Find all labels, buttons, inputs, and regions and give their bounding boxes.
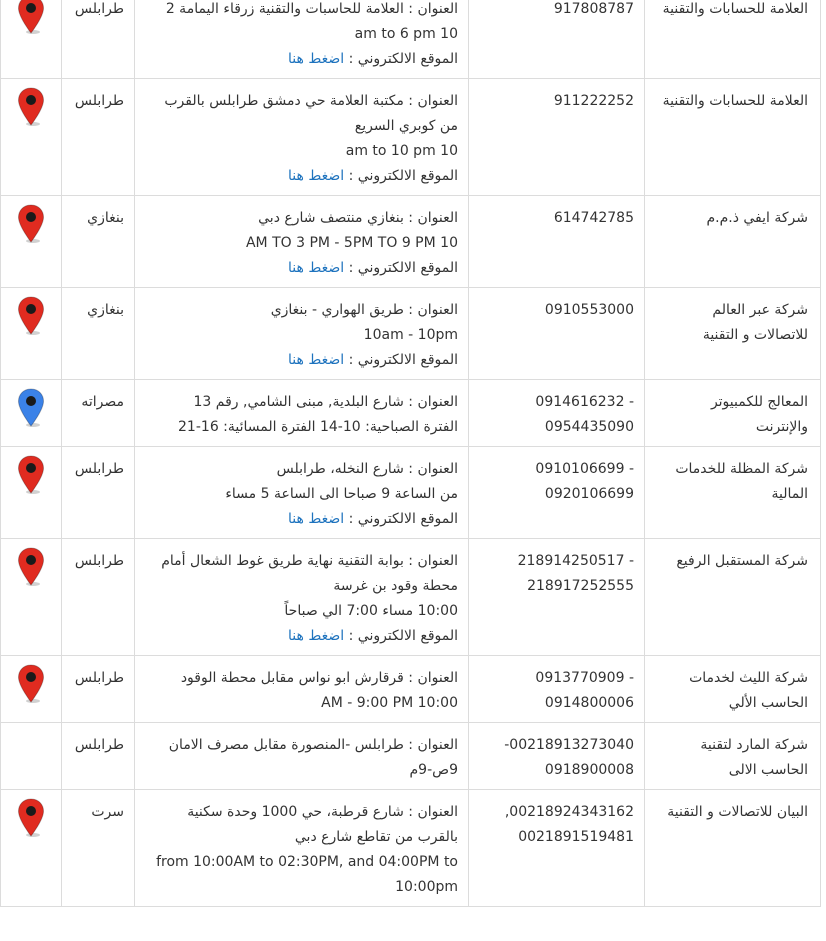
address-cell (135, 0, 469, 79)
red-map-pin-icon[interactable] (7, 0, 55, 35)
company-name: شركة المظلة للخدمات المالية (645, 447, 821, 539)
table-row (1, 380, 821, 447)
website-link[interactable]: اضغط هنا (288, 628, 345, 644)
address-text: العنوان : شارع البلدية, مبنى الشامي, رقم 13 (193, 394, 458, 410)
phone-number: 218914250517 - (517, 553, 634, 569)
address-text: العنوان : شارع النخله، طرابلس (276, 461, 458, 477)
table-row (1, 656, 821, 723)
phone-number: -00218913273040 (504, 737, 634, 753)
phone-cell (469, 790, 645, 907)
address-text: العنوان : طرابلس -المنصورة مقابل مصرف الامان (168, 737, 458, 753)
city: بنغازي (62, 196, 135, 288)
website-label: الموقع الالكتروني : (348, 51, 458, 67)
map-cell (1, 196, 62, 288)
phone-number: 0021891519481 (518, 829, 634, 845)
phone-number: 0910106699 - (535, 461, 634, 477)
address-text: العنوان : بوابة التقنية نهاية طريق غوط الشعال أمام محطة وقود بن غرسة (161, 553, 458, 594)
address-cell (135, 723, 469, 790)
website-label: الموقع الالكتروني : (348, 628, 458, 644)
website-line (145, 507, 458, 532)
website-line (145, 624, 458, 649)
website-label: الموقع الالكتروني : (348, 260, 458, 276)
address-cell (135, 79, 469, 196)
phone-cell (469, 288, 645, 380)
opening-hours: 9ص-9م (409, 762, 458, 778)
phone-cell (469, 656, 645, 723)
address-cell (135, 196, 469, 288)
phone-cell (469, 539, 645, 656)
city: طرابلس (62, 539, 135, 656)
red-map-pin-icon[interactable] (7, 87, 55, 127)
address-text: العنوان : طريق الهواري - بنغازي (270, 302, 458, 318)
phone-cell (469, 723, 645, 790)
website-label: الموقع الالكتروني : (348, 352, 458, 368)
company-name: شركة الليث لخدمات الحاسب الألي (645, 656, 821, 723)
red-map-pin-icon[interactable] (7, 455, 55, 495)
table-row (1, 723, 821, 790)
city: بنغازي (62, 288, 135, 380)
company-name: العلامة للحسابات والتقنية (645, 79, 821, 196)
phone-number: 911222252 (553, 93, 634, 109)
map-cell (1, 447, 62, 539)
company-name: شركة المارد لتقنية الحاسب الالى (645, 723, 821, 790)
address-cell (135, 656, 469, 723)
address-text: العنوان : مكتبة العلامة حي دمشق طرابلس بالقرب من كوبري السريع (164, 93, 458, 134)
table-row (1, 79, 821, 196)
website-label: الموقع الالكتروني : (348, 168, 458, 184)
opening-hours: 10 AM TO 3 PM - 5PM TO 9 PM (245, 235, 458, 251)
opening-hours: 10am - 10pm (363, 327, 458, 343)
website-line (145, 164, 458, 189)
phone-number: 0954435090 (544, 419, 634, 435)
phone-number: 0914616232 - (535, 394, 634, 410)
red-map-pin-icon[interactable] (7, 798, 55, 838)
red-map-pin-icon[interactable] (7, 204, 55, 244)
map-cell (1, 790, 62, 907)
phone-number: 917808787 (553, 1, 634, 17)
phone-number: 0918900008 (544, 762, 634, 778)
phone-number: 0913770909 - (535, 670, 634, 686)
red-map-pin-icon[interactable] (7, 547, 55, 587)
opening-hours: من الساعة 9 صباحا الى الساعة 5 مساء (225, 486, 458, 502)
map-cell (1, 723, 62, 790)
address-cell (135, 539, 469, 656)
website-line (145, 348, 458, 373)
website-link[interactable]: اضغط هنا (288, 511, 345, 527)
phone-number: 0914800006 (544, 695, 634, 711)
red-map-pin-icon[interactable] (7, 296, 55, 336)
phone-number: 218917252555 (527, 578, 634, 594)
website-link[interactable]: اضغط هنا (288, 260, 345, 276)
website-line (145, 256, 458, 281)
phone-cell (469, 380, 645, 447)
address-text: العنوان : بنغازي منتصف شارع دبي (258, 210, 458, 226)
company-name: العلامة للحسابات والتقنية (645, 0, 821, 79)
city: طرابلس (62, 0, 135, 79)
phone-cell (469, 447, 645, 539)
company-name: البيان للاتصالات و التقنية (645, 790, 821, 907)
city: طرابلس (62, 723, 135, 790)
address-text: العنوان : شارع قرطبة، حي 1000 وحدة سكنية بالقرب من تقاطع شارع دبي (187, 804, 458, 845)
map-cell (1, 79, 62, 196)
phone-cell (469, 0, 645, 79)
stores-table-body (1, 0, 821, 907)
blue-map-pin-icon[interactable] (7, 388, 55, 428)
company-name: شركة عبر العالم للاتصالات و التقنية (645, 288, 821, 380)
city: طرابلس (62, 447, 135, 539)
map-cell (1, 539, 62, 656)
phone-number: 614742785 (553, 210, 634, 226)
map-cell (1, 288, 62, 380)
phone-number: 0910553000 (544, 302, 634, 318)
address-cell (135, 288, 469, 380)
opening-hours: 10 am to 10 pm (345, 143, 458, 159)
city: طرابلس (62, 656, 135, 723)
address-cell (135, 380, 469, 447)
phone-cell (469, 79, 645, 196)
company-name: المعالج للكمبيوتر والإنترنت (645, 380, 821, 447)
opening-hours: 10:00 AM - 9:00 PM (321, 695, 458, 711)
city: سرت (62, 790, 135, 907)
opening-hours: الفترة الصباحية: 10-14 الفترة المسائية: 16-21 (178, 419, 458, 435)
city: مصراته (62, 380, 135, 447)
website-label: الموقع الالكتروني : (348, 511, 458, 527)
address-cell (135, 447, 469, 539)
table-row (1, 447, 821, 539)
phone-number: ,00218924343162 (504, 804, 634, 820)
table-row (1, 288, 821, 380)
city: طرابلس (62, 79, 135, 196)
phone-cell (469, 196, 645, 288)
table-row (1, 790, 821, 907)
map-cell (1, 0, 62, 79)
table-row (1, 539, 821, 656)
website-link[interactable]: اضغط هنا (288, 168, 345, 184)
address-text: العنوان : العلامة للحاسبات والتقنية زرقاء اليمامة 2 (165, 1, 458, 17)
opening-hours: from 10:00AM to 02:30PM, and 04:00PM to 10:00pm (156, 854, 458, 895)
address-text: العنوان : قرقارش ابو نواس مقابل محطة الوقود (180, 670, 458, 686)
website-line (145, 47, 458, 72)
table-row (1, 196, 821, 288)
opening-hours: 10 am to 6 pm (354, 26, 458, 42)
map-cell (1, 656, 62, 723)
map-cell (1, 380, 62, 447)
phone-number: 0920106699 (544, 486, 634, 502)
website-link[interactable]: اضغط هنا (288, 352, 345, 368)
company-name: شركة ايفي ذ.م.م (645, 196, 821, 288)
address-cell (135, 790, 469, 907)
red-map-pin-icon[interactable] (7, 664, 55, 704)
table-row (1, 0, 821, 79)
website-link[interactable]: اضغط هنا (288, 51, 345, 67)
company-name: شركة المستقبل الرفيع (645, 539, 821, 656)
opening-hours: 10:00 مساء 7:00 الي صباحاً (284, 603, 458, 619)
